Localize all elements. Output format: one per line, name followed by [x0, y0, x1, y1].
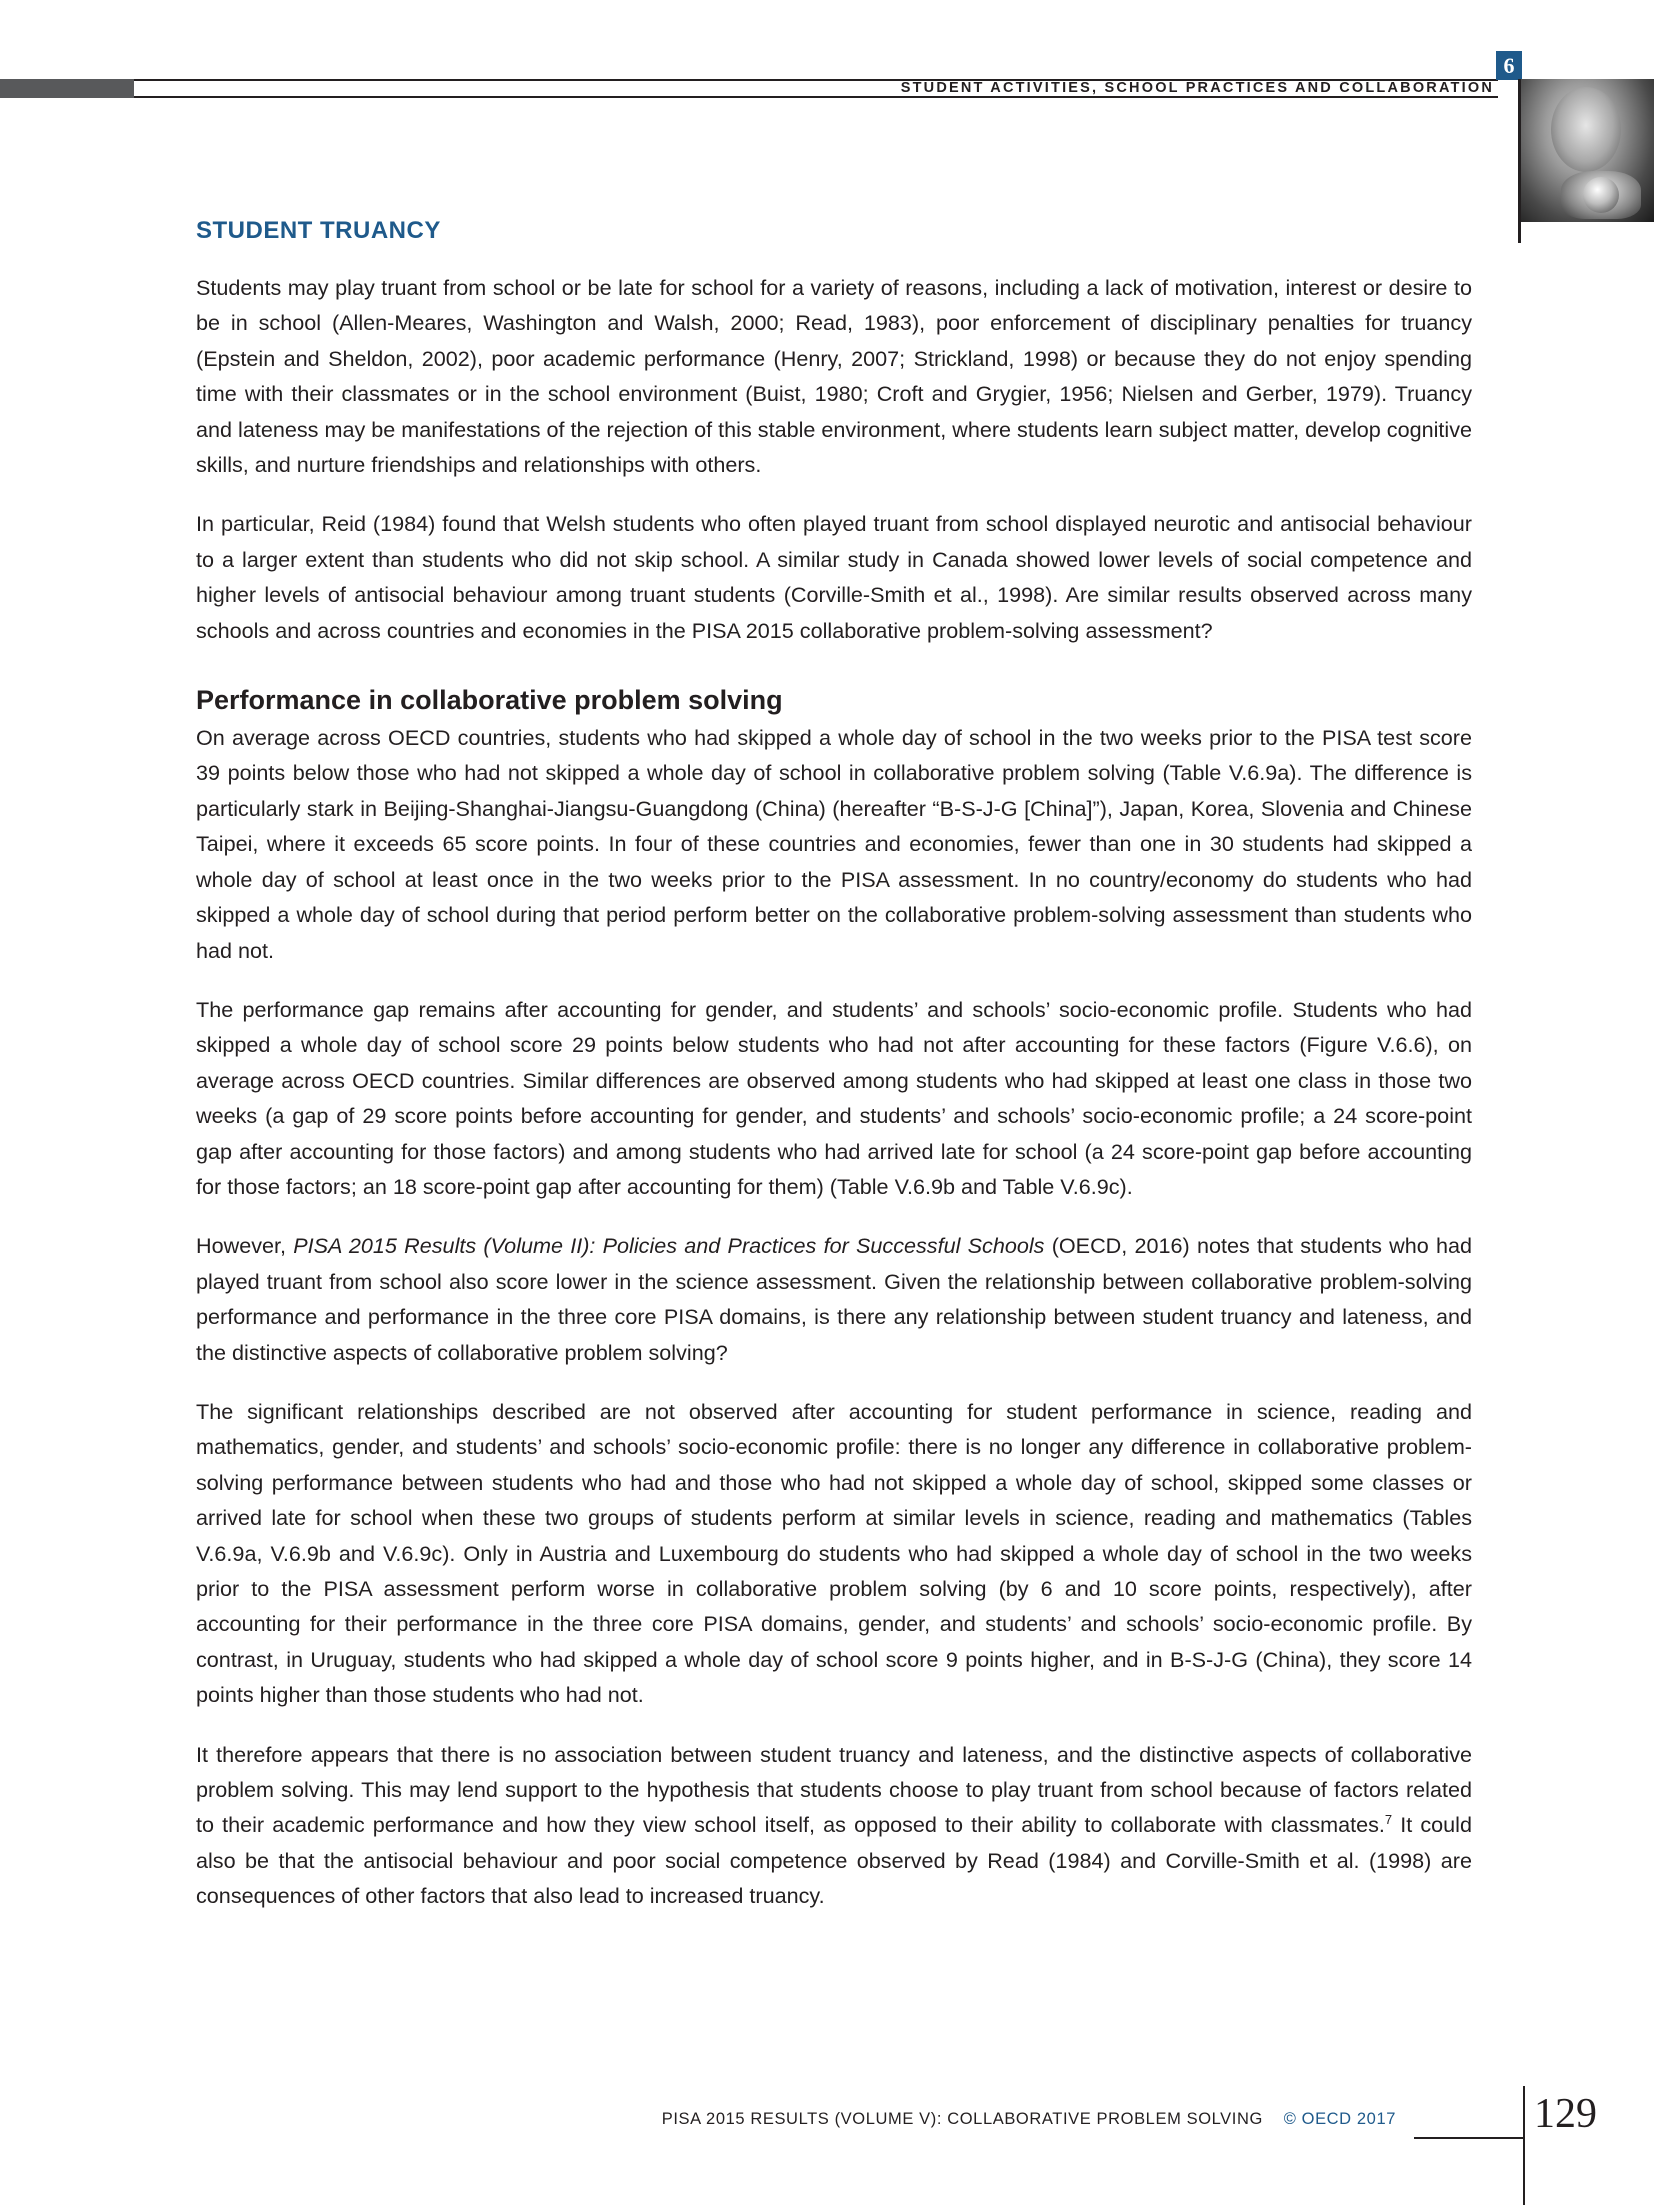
section-title: STUDENT TRUANCY: [196, 217, 441, 244]
paragraph-reid-study: In particular, Reid (1984) found that Welsh students who often played truant from school displayed neurotic and antisocial behaviour to a larger extent than students who did not skip school. A similar study in Canada showed lower levels of social competence and higher levels of antisocial behaviour among truant students (Corville-Smith et al., 1998). Are similar results observed across many schools and across countries and economies in the PISA 2015 collaborative problem-solving assessment?: [196, 511, 1472, 643]
paragraph-oecd-average: On average across OECD countries, students who had skipped a whole day of school in the two weeks prior to the PISA test score 39 points below those who had not skipped a whole day of school in collaborative problem solving (Table V.6.9a). The difference is particularly stark in Beijing-Shanghai-Jiangsu-Guangdong (China) (hereafter “B-S-J-G [China]”), Japan, Korea, Slovenia and Chinese Taipei, where it exceeds 65 score points. In four of these countries and economies, fewer than one in 30 students had skipped a whole day of school at least once in the two weeks prior to the PISA assessment. In no country/economy do students who had skipped a whole day of school during that period perform better on the collaborative problem-solving assessment than students who had not.: [196, 725, 1472, 963]
footer-vertical-rule: [1523, 2086, 1525, 2205]
paragraph-significant-relationships: The significant relationships described are not observed after accounting for student performance in science, reading and mathematics, gender, and students’ and schools’ socio-economic profile: there is no longer any difference in collaborative problem-solving performance between students who had and those who had not skipped a whole day of school, skipped some classes or arrived late for school when these two groups of students perform at similar levels in science, reading and mathematics (Tables V.6.9a, V.6.9b and V.6.9c). Only in Austria and Luxembourg do students who had skipped a whole day of school in the two weeks prior to the PISA assessment perform worse in collaborative problem solving (by 6 and 10 score points, respectively), after accounting for their performance in the three core PISA domains, gender, and students’ and schools’ socio-economic profile. By contrast, in Uruguay, students who had skipped a whole day of school score 9 points higher, and in B-S-J-G (China), they score 14 points higher than those students who had not.: [196, 1398, 1472, 1708]
photo-face: [1551, 87, 1621, 172]
paragraph-conclusion: [196, 1737, 1472, 1914]
page-body: [196, 216, 1472, 1938]
header-rule-bottom: [134, 96, 1498, 98]
endnote-marker[interactable]: 7: [1384, 1812, 1393, 1828]
footer-publication-title: PISA 2015 RESULTS (VOLUME V): COLLABORATIVE PROBLEM SOLVING: [661, 2110, 1263, 2128]
footer-horizontal-rule: [1414, 2137, 1524, 2139]
page-number: 129: [1534, 2091, 1597, 2137]
paragraph-volume-ii-lead: However,: [196, 1233, 294, 1259]
chapter-number-badge: 6: [1496, 51, 1522, 80]
paragraph-conclusion-part2: It could also be that the antisocial behaviour and poor social competence observed by Read (1984) and Corville-Smith et al. (1998) are consequences of other factors that also lead to increased truancy.: [196, 1812, 1472, 1909]
paragraph-truancy-reasons: Students may play truant from school or be late for school for a variety of reasons, including a lack of motivation, interest or desire to be in school (Allen-Meares, Washington and Walsh, 2000; Read, 1983), poor enforcement of disciplinary penalties for truancy (Epstein and Sheldon, 2002), poor academic performance (Henry, 2007; Strickland, 1998) or because they do not enjoy spending time with their classmates or in the school environment (Buist, 1980; Croft and Grygier, 1956; Nielsen and Gerber, 1979). Truancy and lateness may be manifestations of the rejection of this stable environment, where students learn subject matter, develop cognitive skills, and nurture friendships and relationships with others.: [196, 275, 1472, 478]
paragraph-performance-gap: The performance gap remains after accounting for gender, and students’ and schools’ socio-economic profile. Students who had skipped a whole day of school score 29 points below students who had not after accounting for these factors (Figure V.6.6), on average across OECD countries. Similar differences are observed among students who had skipped at least one class in those two weeks (a gap of 29 score points before accounting for gender, and students’ and schools’ socio-economic profile; a 24 score-point gap after accounting for those factors) and among students who had arrived late for school (a 24 score-point gap before accounting for those factors; an 18 score-point gap after accounting for them) (Table V.6.9b and Table V.6.9c).: [196, 996, 1472, 1199]
subsection-title: Performance in collaborative problem solving: [196, 685, 783, 716]
paragraph-volume-ii: [196, 1228, 1472, 1370]
footer-copyright: © OECD 2017: [1283, 2110, 1396, 2128]
paragraph-conclusion-part1: It therefore appears that there is no association between student truancy and lateness, and the distinctive aspects of collaborative problem solving. This may lend support to the hypothesis that students choose to play truant from school because of factors related to their academic performance and how they view school itself, as opposed to their ability to collaborate with classmates.: [196, 1741, 1472, 1838]
chapter-photo-icon: [1521, 79, 1654, 222]
header-dark-bar: [0, 79, 134, 98]
footer-publication-line: [662, 2109, 1396, 2129]
publication-title-reference: PISA 2015 Results (Volume II): Policies and Practices for Successful Schools: [293, 1233, 1045, 1259]
paragraph-volume-ii-rest: (OECD, 2016) notes that students who had played truant from school also score lower in the science assessment. Given the relationship between collaborative problem-solving performance and performance in the three core PISA domains, is there any relationship between student truancy and lateness, and the distinctive aspects of collaborative problem solving?: [196, 1233, 1472, 1365]
photo-crystal-sphere: [1583, 177, 1619, 213]
running-header-title: STUDENT ACTIVITIES, SCHOOL PRACTICES AND COLLABORATION: [900, 80, 1494, 96]
